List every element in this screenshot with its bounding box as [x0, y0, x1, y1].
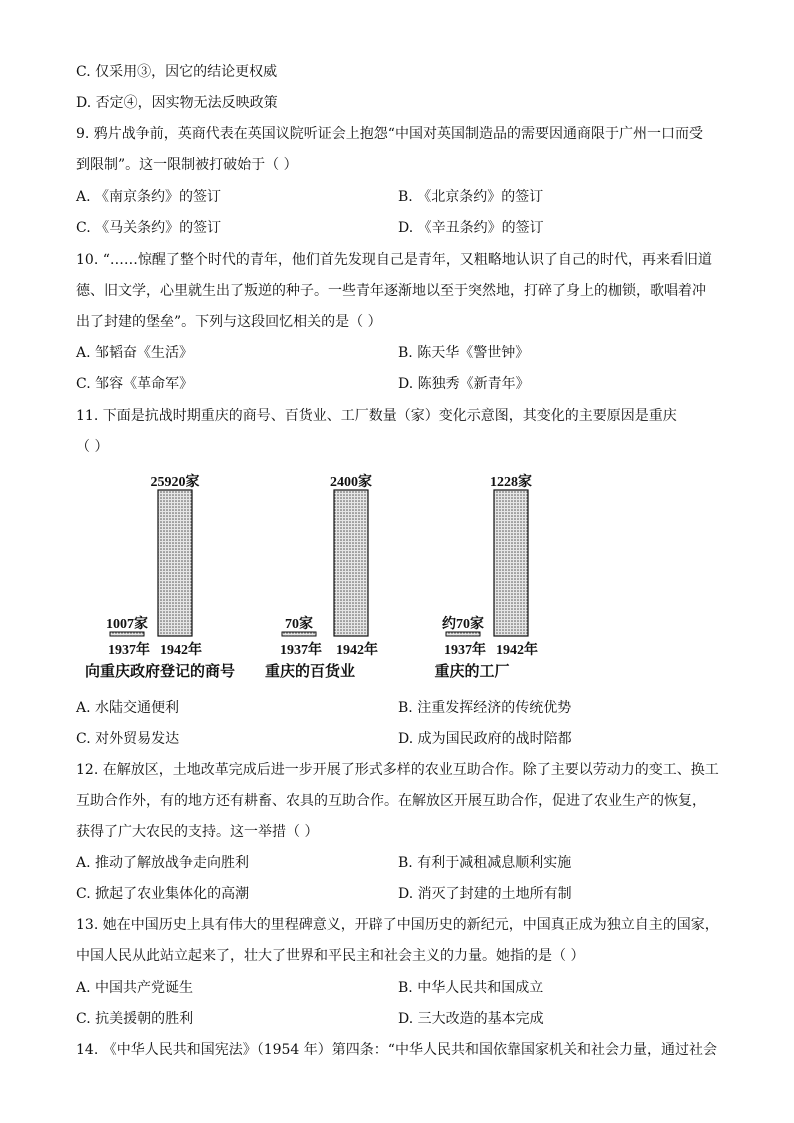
- q13-stem-line1: 13. 她在中国历史上具有伟大的里程碑意义，开辟了中国历史的新纪元，中国真正成为独立自主的国家，: [76, 917, 719, 933]
- q13-option-a: A. 中国共产党诞生: [76, 980, 194, 996]
- data-label-3-1942: 1228家: [490, 475, 532, 490]
- q10-stem-line2: 德、旧文学，心里就生出了叛逆的种子。一些青年逐渐地以至于突然地，打碎了身上的枷锁，歌唱着冲: [76, 283, 706, 299]
- bar-2-1937年: [282, 632, 316, 636]
- q11-charts-svg: [70, 470, 560, 685]
- q9-option-d: D. 《辛丑条约》的签订: [398, 220, 544, 236]
- bar-3-1937年: [446, 632, 480, 636]
- bar-1-1937年: [110, 632, 144, 636]
- data-label-1-1942: 25920家: [150, 475, 200, 490]
- tick-label-3-1942: 1942年: [496, 643, 538, 658]
- q10-stem-line3: 出了封建的堡垒”。下列与这段回忆相关的是（ ）: [76, 314, 382, 330]
- tick-label-3-1937: 1937年: [444, 643, 486, 658]
- data-label-2-1937: 70家: [285, 617, 313, 632]
- q11-option-a: A. 水陆交通便利: [76, 700, 180, 716]
- q11-option-c: C. 对外贸易发达: [76, 731, 180, 747]
- q8-option-c: C. 仅采用③，因它的结论更权威: [76, 64, 278, 80]
- tick-label-2-1937: 1937年: [280, 643, 322, 658]
- tick-label-1-1942: 1942年: [160, 643, 202, 658]
- q9-option-a: A. 《南京条约》的签订: [76, 189, 222, 205]
- q13-stem-line2: 中国人民从此站立起来了，壮大了世界和平民主和社会主义的力量。她指的是（ ）: [76, 948, 585, 964]
- q12-option-d: D. 消灭了封建的土地所有制: [398, 886, 572, 902]
- q10-option-a: A. 邹韬奋《生活》: [76, 345, 194, 361]
- q10-option-c: C. 邹容《革命军》: [76, 376, 194, 392]
- q12-stem-line3: 获得了广大农民的支持。这一举措（ ）: [76, 824, 319, 840]
- q9-option-c: C. 《马关条约》的签订: [76, 220, 222, 236]
- q11-bar-charts-figure: [70, 470, 560, 685]
- q9-stem-line1: 9. 鸦片战争前，英商代表在英国议院听证会上抱怨“中国对英国制造品的需要因通商限于广州一口而受: [76, 126, 703, 142]
- q10-stem-line1: 10. “……惊醒了整个时代的青年，他们首先发现自己是青年，又粗略地认识了自己的时代，再来看旧道: [76, 252, 712, 268]
- bar-2-1942年: [334, 490, 368, 636]
- q10-option-b: B. 陈天华《警世钟》: [398, 345, 530, 361]
- q14-stem-line1: 14. 《中华人民共和国宪法》（1954 年）第四条：“中华人民共和国依靠国家机关和社会力量，通过社会: [76, 1042, 717, 1058]
- q12-stem-line2: 互助合作外，有的地方还有耕畜、农具的互助合作。在解放区开展互助合作，促进了农业生产的恢复，: [76, 793, 706, 809]
- chart-caption-3: 重庆的工厂: [434, 662, 510, 680]
- q13-option-c: C. 抗美援朝的胜利: [76, 1011, 194, 1027]
- data-label-1-1937: 1007家: [106, 617, 148, 632]
- data-label-3-1937: 约70家: [442, 617, 484, 632]
- q12-option-c: C. 掀起了农业集体化的高潮: [76, 886, 250, 902]
- q11-stem-line2: （ ）: [76, 439, 109, 455]
- data-label-2-1942: 2400家: [330, 475, 372, 490]
- q8-option-d: D. 否定④，因实物无法反映政策: [76, 95, 278, 111]
- chart-caption-2: 重庆的百货业: [264, 662, 356, 680]
- chart-caption-1: 向重庆政府登记的商号: [84, 662, 236, 680]
- q9-stem-line2: 到限制”。这一限制被打破始于（ ）: [76, 157, 298, 173]
- q11-stem-line1: 11. 下面是抗战时期重庆的商号、百货业、工厂数量（家）变化示意图，其变化的主要原因是重庆: [76, 408, 677, 424]
- q12-option-a: A. 推动了解放战争走向胜利: [76, 855, 250, 871]
- tick-label-1-1937: 1937年: [108, 643, 150, 658]
- tick-label-2-1942: 1942年: [336, 643, 378, 658]
- q12-option-b: B. 有利于减租减息顺利实施: [398, 855, 572, 871]
- bar-3-1942年: [494, 490, 528, 636]
- q9-option-b: B. 《北京条约》的签订: [398, 189, 544, 205]
- q11-option-d: D. 成为国民政府的战时陪都: [398, 731, 572, 747]
- q11-option-b: B. 注重发挥经济的传统优势: [398, 700, 572, 716]
- q13-option-b: B. 中华人民共和国成立: [398, 980, 544, 996]
- q10-option-d: D. 陈独秀《新青年》: [398, 376, 530, 392]
- q12-stem-line1: 12. 在解放区，土地改革完成后进一步开展了形式多样的农业互助合作。除了主要以劳动力的变工、换工: [76, 762, 719, 778]
- bar-1-1942年: [158, 490, 192, 636]
- q13-option-d: D. 三大改造的基本完成: [398, 1011, 544, 1027]
